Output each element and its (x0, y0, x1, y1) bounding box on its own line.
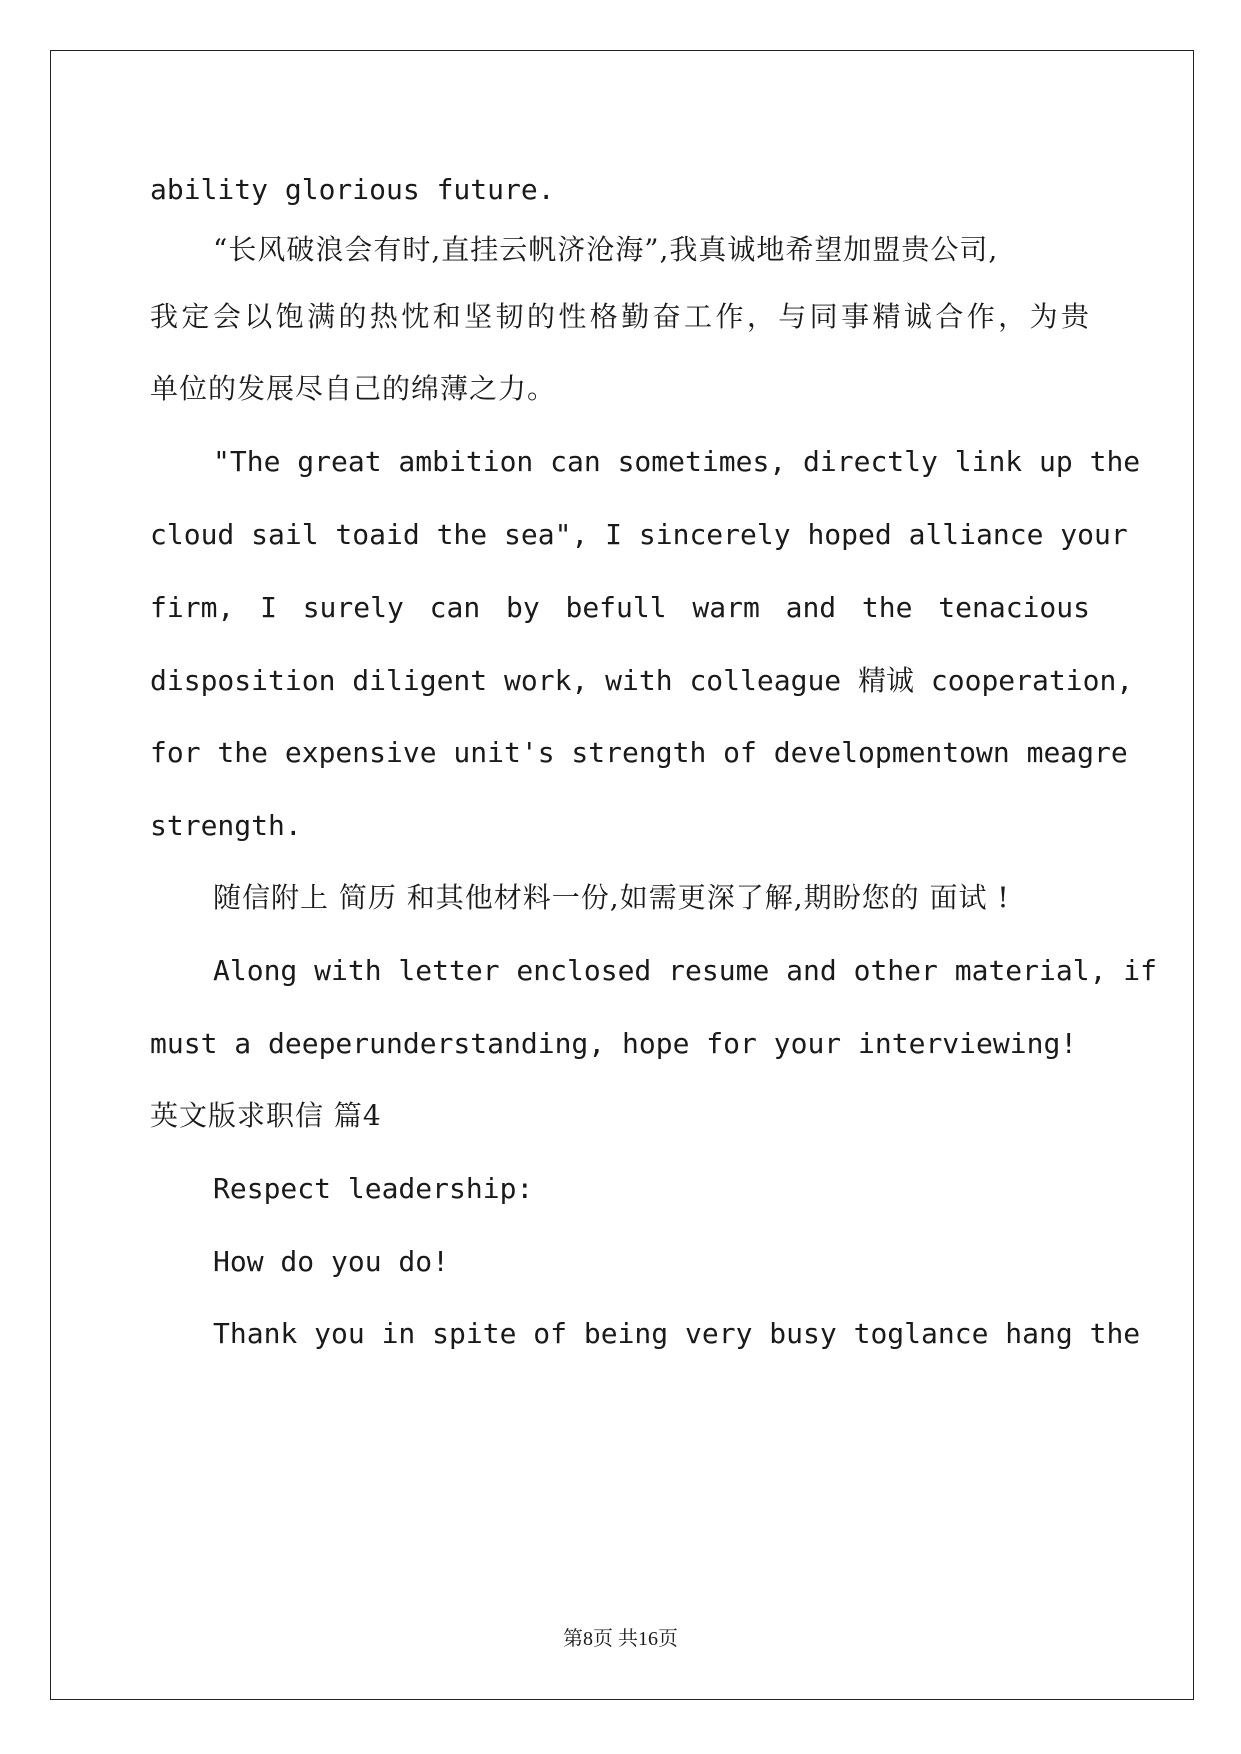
text-line: ability glorious future. (150, 173, 555, 206)
text-line: 我定会以饱满的热忱和坚韧的性格勤奋工作，与同事精诚合作，为贵 (150, 300, 1090, 333)
text-line: firm, I surely can by befull warm and the tenacious (150, 591, 1090, 624)
text-line: disposition diligent work, with colleague 精诚 cooperation, (150, 664, 1134, 697)
text-line: Thank you in spite of being very busy toglance hang the (213, 1317, 1141, 1350)
text-line: "The great ambition can sometimes, directly link up the (213, 445, 1141, 478)
text-line: How do you do! (213, 1245, 450, 1278)
text-line: for the expensive unit's strength of developmentown meagre (150, 736, 1128, 769)
page-number: 第8页 共16页 (563, 1628, 678, 1650)
text-line: 单位的发展尽自己的绵薄之力。 (150, 372, 557, 405)
text-line: must a deeperunderstanding, hope for your interviewing! (150, 1027, 1078, 1060)
text-line: strength. (150, 809, 302, 842)
text-line: Along with letter enclosed resume and other material, if (213, 954, 1158, 987)
text-line: Respect leadership: (213, 1172, 534, 1205)
page-border (50, 50, 1194, 1700)
text-line: cloud sail toaid the sea", I sincerely hoped alliance your (150, 518, 1128, 551)
section-heading: 英文版求职信 篇4 (150, 1099, 382, 1132)
text-line: 随信附上 简历 和其他材料一份,如需更深了解,期盼您的 面试 ! (213, 881, 1010, 914)
text-line: “长风破浪会有时,直挂云帆济沧海”,我真诚地希望加盟贵公司, (213, 233, 999, 266)
